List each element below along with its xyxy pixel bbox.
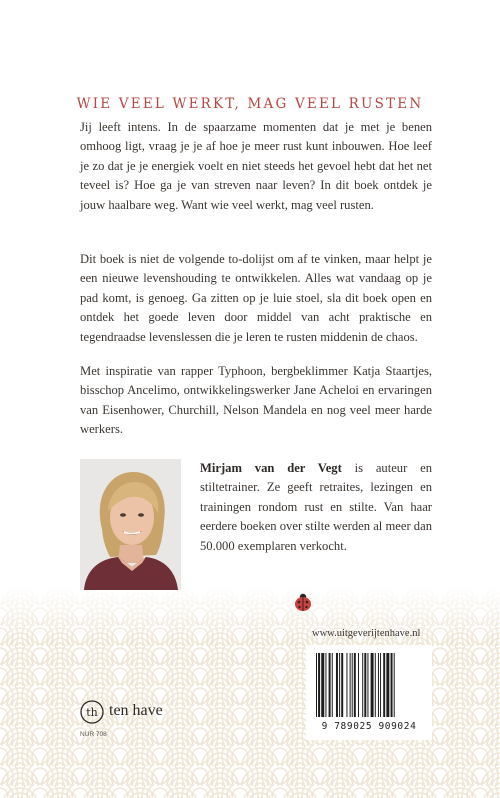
back-cover-title: WIE VEEL WERKT, MAG VEEL RUSTEN xyxy=(76,96,424,112)
author-bio xyxy=(200,459,432,556)
blurb-paragraph-1: Jij leeft intens. In de spaarzame momenten dat je met je benen omhoog ligt, vraag je je af hoe je meer rust kunt inbouwen. Hoe leef je zo dat je je energiek voelt en niet steeds het gevoel hebt dat het net teveel is? Hoe ga je van streven naar leven? In dit boek ontdek je jouw haalbare weg. Want wie veel werkt, mag veel rusten. xyxy=(80,120,432,212)
barcode-bar xyxy=(329,653,331,717)
publisher-name: ten have xyxy=(109,702,163,719)
barcode-bar xyxy=(341,653,343,717)
barcode-bar xyxy=(316,653,317,717)
barcode-bar xyxy=(318,653,320,717)
barcode-bar xyxy=(367,653,368,717)
barcode-bar xyxy=(350,653,351,717)
author-bio-text: is auteur en stiltetrainer. Ze geeft retraites, lezingen en trainingen rondom rust en stilte. Van haar eerdere boeken over stilte werden al meer dan 50.000 exemplaren verkocht. xyxy=(200,461,433,553)
barcode-bar xyxy=(391,653,393,717)
barcode-bar xyxy=(332,653,333,717)
barcode-bar xyxy=(378,653,379,717)
barcode-bar xyxy=(364,653,366,717)
barcode-bar xyxy=(339,653,340,717)
barcode-bar xyxy=(336,653,338,717)
barcode-bar xyxy=(383,653,385,717)
publisher-logo-text: th xyxy=(86,706,98,719)
isbn-barcode xyxy=(306,645,432,740)
blurb-paragraph-3: Met inspiratie van rapper Typhoon, bergbeklimmer Katja Staartjes, bisschop Ancelimo, ontwikkelingswerker Jane Acheloi en ervaringen van Eisenhower, Churchill, Nelson Mandela en nog veel meer harde werkers. xyxy=(80,364,432,437)
barcode-bar xyxy=(352,653,353,717)
publisher-website[interactable]: www.uitgeverijtenhave.nl xyxy=(312,628,421,639)
barcode-bar xyxy=(394,653,395,717)
ladybug-icon xyxy=(292,592,314,612)
barcode-bar xyxy=(375,653,376,717)
nur-code: NUR 708 xyxy=(80,731,107,738)
barcode-bar xyxy=(371,653,374,717)
barcode-bar xyxy=(386,653,389,717)
barcode-bar xyxy=(362,653,363,717)
author-name: Mirjam van der Vegt xyxy=(200,461,342,475)
barcode-bars xyxy=(316,653,424,717)
barcode-bar xyxy=(354,653,356,717)
publisher-logo-icon xyxy=(80,700,104,724)
blurb-paragraph-2: Dit boek is niet de volgende to-dolijst om af te vinken, maar helpt je een nieuwe levenshouding te ontwikkelen. Alles wat vandaag op je pad komt, is genoeg. Ga zitten op je luie stoel, sla dit boek open en ontdek het goede leven door middel van acht praktische en tegendraadse levenslessen die je leren te rusten middenin de chaos. xyxy=(80,252,432,344)
barcode-bar xyxy=(321,653,324,717)
author-photo xyxy=(80,459,181,590)
barcode-bar xyxy=(380,653,381,717)
barcode-bar xyxy=(346,653,347,717)
barcode-bar xyxy=(325,653,326,717)
isbn-number: 9 789025 909024 xyxy=(321,721,417,732)
barcode-bar xyxy=(358,653,359,717)
